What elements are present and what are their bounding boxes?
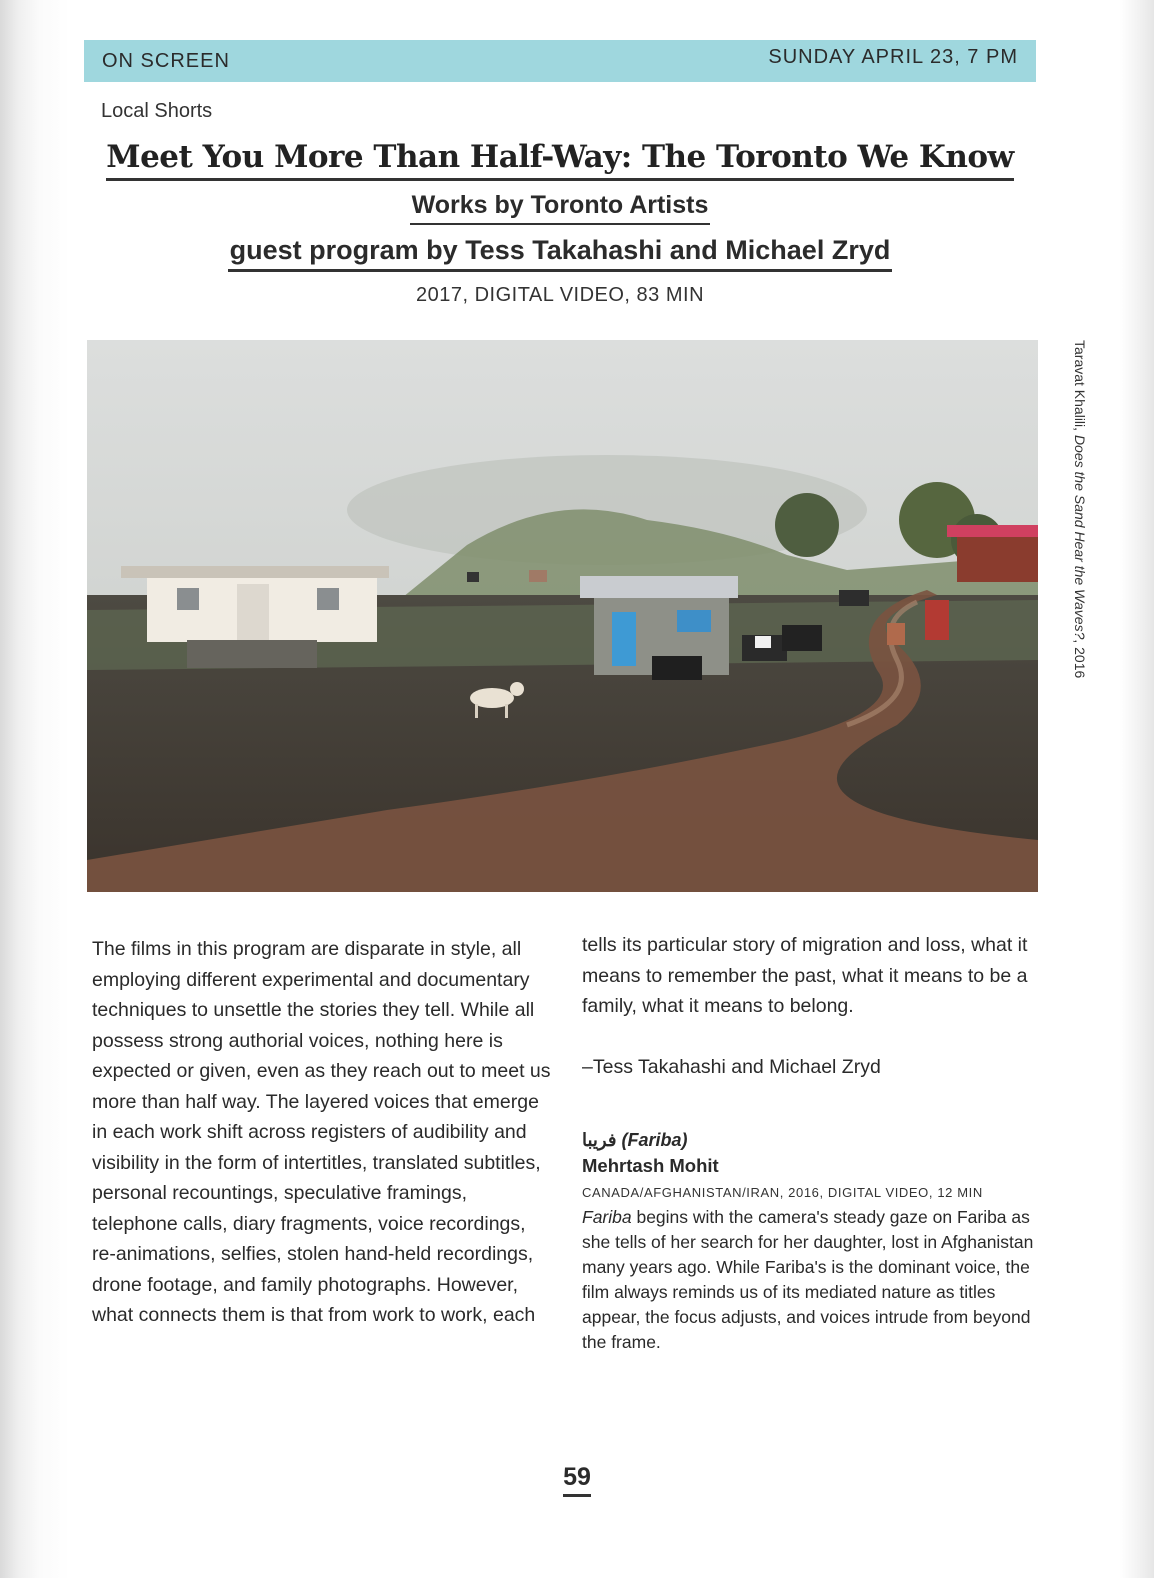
intro-left-column	[92, 934, 554, 1331]
program-title: Meet You More Than Half-Way: The Toronto We Know	[106, 136, 1013, 181]
film-description	[582, 1205, 1042, 1355]
film-still-photo	[87, 340, 1038, 892]
page-number: 59	[563, 1460, 591, 1497]
guest-program-line: guest program by Tess Takahashi and Michael Zryd	[228, 231, 893, 272]
intro-text-right: tells its particular story of migration and loss, what it means to remember the past, what it means to be a family, what it means to belong.	[582, 934, 1028, 1017]
film-entry	[582, 1128, 1042, 1355]
program-meta: 2017, DIGITAL VIDEO, 83 MIN	[415, 284, 705, 306]
intro-right-column	[582, 930, 1042, 1355]
film-meta: CANADA/AFGHANISTAN/IRAN, 2016, DIGITAL VIDEO, 12 MIN	[582, 1185, 983, 1200]
film-title-native: فریبا	[582, 1130, 617, 1150]
category-label: Local Shorts	[101, 100, 213, 122]
film-description-title: Fariba	[582, 1207, 632, 1227]
film-title-latin: (Fariba)	[621, 1130, 688, 1150]
caption-work-title: Does the Sand Hear the Waves?	[1072, 434, 1088, 640]
caption-year: , 2016	[1072, 639, 1088, 679]
caption-artist: Taravat Khalili,	[1072, 340, 1088, 435]
program-subtitle: Works by Toronto Artists	[410, 187, 711, 225]
photo-caption	[1072, 340, 1088, 678]
page-number-block	[0, 1460, 1154, 1497]
intro-text-left: The films in this program are disparate in style, all employing different experimental and documentary techniques to unsettle the stories they tell. While all possess strong authorial voices, nothing here is expected or given, even as they reach out to meet us more than half way. The layered voices that emerge in each work shift across registers of audibility and visibility in the form of intertitles, translated subtitles, personal recountings, speculative framings, telephone calls, diary fragments, voice recordings, re-animations, selfies, stolen hand-held recordings, drone footage, and family photographs. However, what connects them is that from work to work, each	[92, 938, 551, 1326]
film-director: Mehrtash Mohit	[582, 1155, 719, 1176]
section-label: ON SCREEN	[102, 49, 230, 72]
section-header-bar	[84, 40, 1036, 82]
film-title	[582, 1128, 1042, 1153]
screening-date: SUNDAY APRIL 23, 7 PM	[768, 45, 1018, 68]
intro-signature: –Tess Takahashi and Michael Zryd	[582, 1055, 881, 1078]
village-scene-image	[87, 340, 1038, 892]
film-description-text: begins with the camera's steady gaze on Fariba as she tells of her search for her daughter, lost in Afghanistan many years ago. While Fariba's is the dominant voice, the film always reminds us of its mediated nature as titles appear, the focus adjusts, and voices intrude from beyond the frame.	[582, 1207, 1034, 1352]
program-title-block	[84, 136, 1036, 307]
